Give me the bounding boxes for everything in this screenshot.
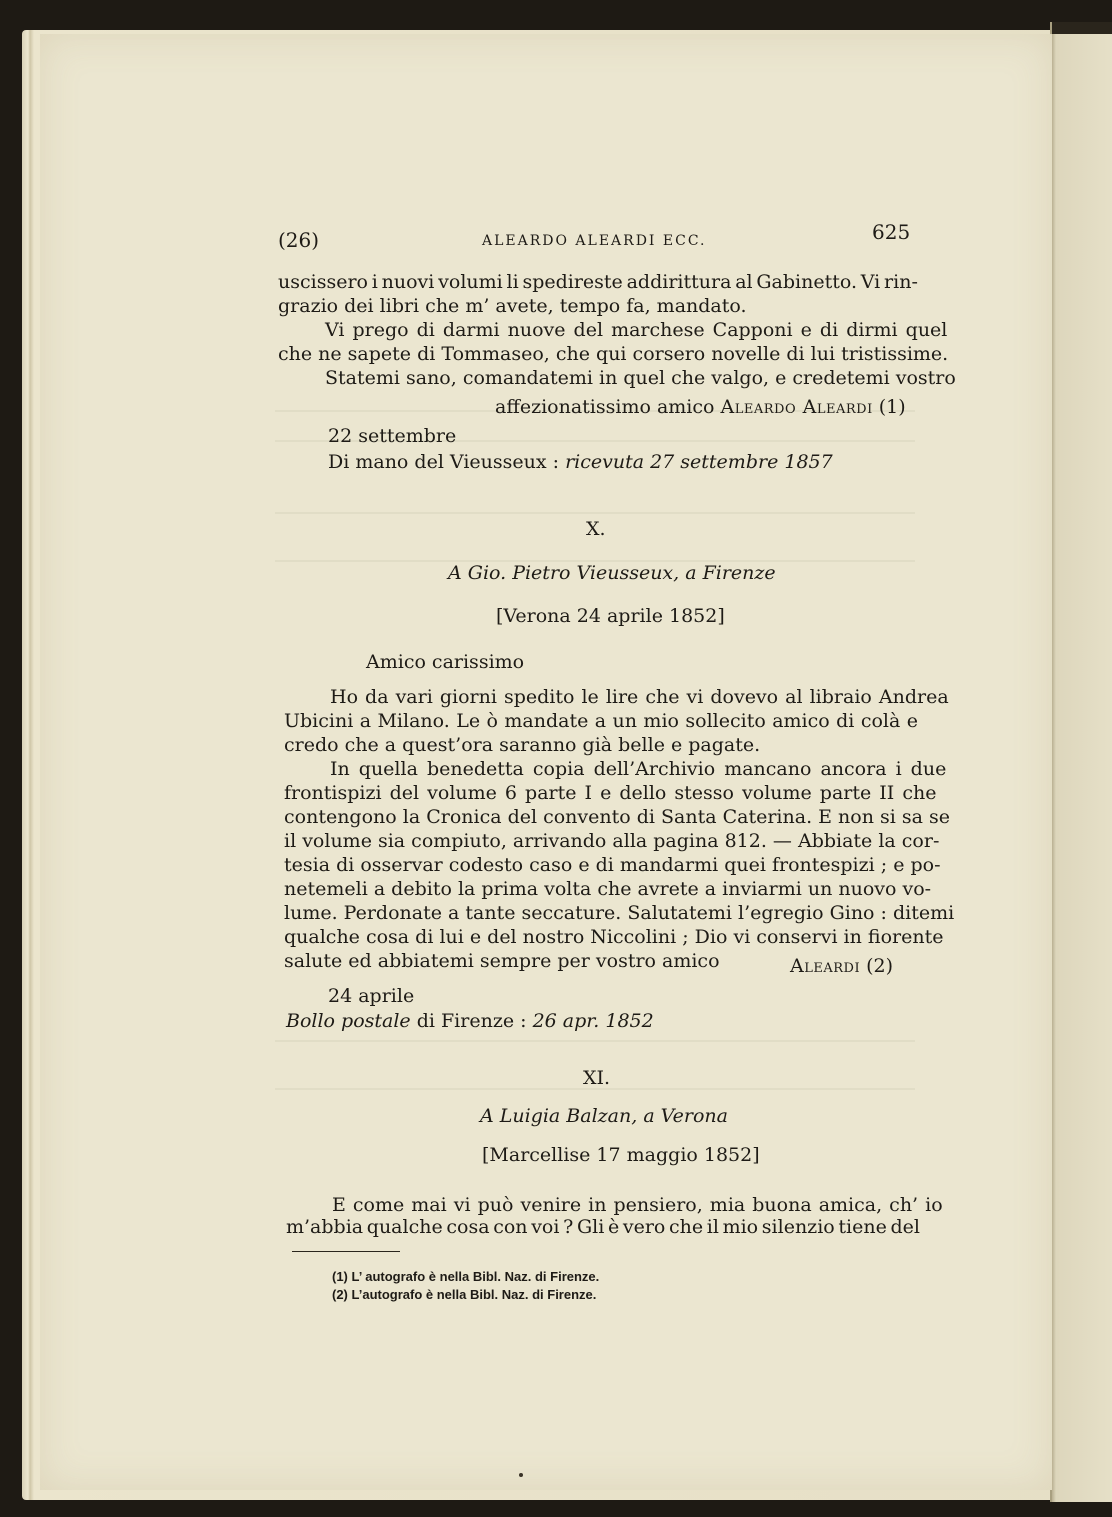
closing-line [495,395,906,419]
text-line: qualche cosa di lui e del nostro Niccolini ; Dio vi conservi in fiorente [284,926,944,948]
running-head: ALEARDO ALEARDI ECC. [482,233,707,249]
header-section-number: (26) [278,228,320,252]
ink-speck [519,1473,523,1477]
letter-place-date: [Verona 24 aprile 1852] [496,605,725,627]
text-line: In quella benedetta copia dell’Archivio mancano ancora i due [330,758,947,780]
signature-line [790,954,893,978]
footnote-ref: (1) [878,396,906,418]
footnote-rule [292,1251,400,1252]
postmark: Bollo postale di Firenze : 26 apr. 1852 [286,1010,654,1032]
signature: Aleardi [790,955,861,977]
text-line: grazio dei libri che m’ avete, tempo fa, mandato. [278,295,747,317]
closing: affezionatissimo amico [495,396,715,418]
text-line: frontispizi del volume 6 parte I e dello stesso volume parte II che [284,782,937,804]
text-line: credo che a quest’ora saranno già belle e pagate. [284,734,761,756]
letter-date: 22 settembre [328,425,457,447]
letter-recipient: A Luigia Balzan, a Verona [480,1105,728,1127]
letter-number: X. [586,518,606,540]
page-number: 625 [872,220,911,244]
text-line: uscissero i nuovi volumi li spedireste addirittura al Gabinetto. Vi rin- [278,271,918,293]
letter-number: XI. [583,1067,611,1089]
text-line: Ubicini a Milano. Le ò mandate a un mio sollecito amico di colà e [284,710,918,732]
text-line: m’abbia qualche cosa con voi ? Gli è vero che il mio silenzio tiene del [286,1216,920,1238]
letter-place-date: [Marcellise 17 maggio 1852] [482,1144,760,1166]
text-line: il volume sia compiuto, arrivando alla pagina 812. — Abbiate la cor- [284,830,940,852]
letter-recipient: A Gio. Pietro Vieusseux, a Firenze [448,562,776,584]
text-line: tesia di osservar codesto caso e di mandarmi quei frontespizi ; e po- [284,854,941,876]
annotation: Di mano del Vieusseux : ricevuta 27 settembre 1857 [328,451,833,473]
footnote: (2) L’autografo è nella Bibl. Naz. di Firenze. [332,1287,597,1302]
text-line: che ne sapete di Tommaseo, che qui corsero novelle di lui tristissime. [278,343,949,365]
letter-date: 24 aprile [328,985,415,1007]
text-line: netemeli a debito la prima volta che avrete a inviarmi un nuovo vo- [284,878,932,900]
signature: Aleardo Aleardi [720,396,873,418]
footnote: (1) L’ autografo è nella Bibl. Naz. di Firenze. [332,1269,600,1284]
text-line: salute ed abbiatemi sempre per vostro amico [284,950,720,972]
salutation: Amico carissimo [366,651,525,673]
text-line: lume. Perdonate a tante seccature. Salutatemi l’egregio Gino : ditemi [284,902,955,924]
text-line: Vi prego di darmi nuove del marchese Capponi e di dirmi quel [325,319,948,341]
text-line: contengono la Cronica del convento di Santa Caterina. E non si sa se [284,806,950,828]
text-line: E come mai vi può venire in pensiero, mia buona amica, ch’ io [332,1194,943,1216]
footnote-ref: (2) [866,955,894,977]
text-line: Statemi sano, comandatemi in quel che valgo, e credetemi vostro [325,367,956,389]
text-line: Ho da vari giorni spedito le lire che vi dovevo al libraio Andrea [330,686,949,708]
